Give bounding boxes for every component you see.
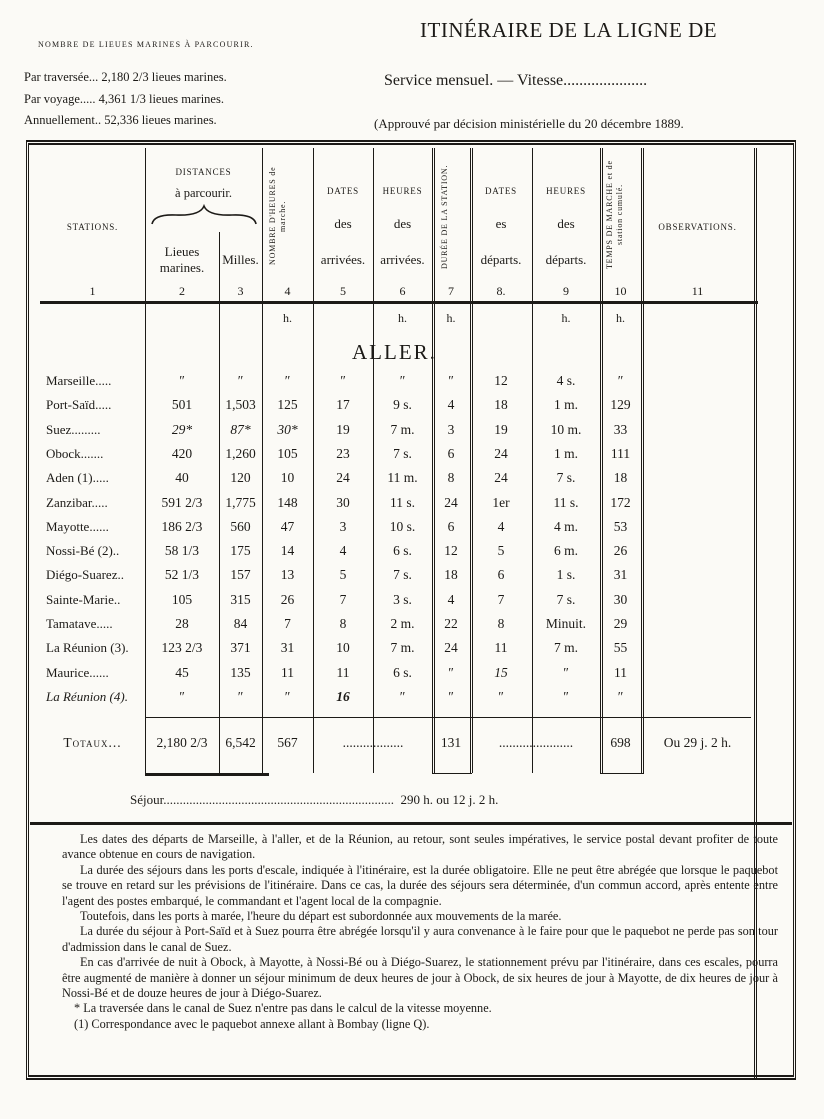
cell-heure-arr: 9 s. bbox=[393, 397, 412, 412]
notes-rule bbox=[30, 822, 792, 825]
cell-duree: 24 bbox=[444, 495, 458, 510]
summary-per-voyage: Par voyage..... 4,361 1/3 lieues marines. bbox=[24, 92, 224, 106]
col-number: 11 bbox=[691, 284, 704, 298]
station-name: Mayotte...... bbox=[46, 519, 109, 534]
note-paragraph: La durée des séjours dans les ports d'escale, indiquée à l'itinéraire, est la durée obligatoire. Elle ne peut être abrégée que lorsque le paquebot se trouve en retard sur les prévisions de l'itinéraire. Dans ce cas, la durée des séjours sera déterminée, d'un commun accord, après entente entre l'agent des postes embarqué, le commandant et l'agent local de la compagnie. bbox=[62, 862, 778, 908]
cell-milles: ″ bbox=[237, 373, 244, 388]
cell-date-dep: 8 bbox=[497, 616, 505, 631]
cell-date-dep: 6 bbox=[497, 567, 505, 582]
cell-heure-arr: 7 s. bbox=[393, 567, 412, 582]
totals-label: Totaux... bbox=[63, 735, 122, 750]
cell-heures: 30* bbox=[277, 422, 298, 437]
cell-heure-arr: 6 s. bbox=[393, 543, 412, 558]
cell-milles: 1,260 bbox=[225, 446, 256, 461]
cell-temps: 31 bbox=[613, 567, 628, 582]
cell-date-arr: 19 bbox=[336, 422, 350, 437]
cell-temps: 53 bbox=[613, 519, 628, 534]
col-number: 3 bbox=[237, 284, 244, 298]
notes-block bbox=[62, 832, 778, 1032]
cell-date-dep: 11 bbox=[494, 640, 508, 655]
header-heures-dep-3: départs. bbox=[545, 252, 587, 267]
cell-date-dep: 7 bbox=[497, 592, 505, 607]
cell-milles: 87* bbox=[230, 422, 251, 437]
cell-heure-dep: ″ bbox=[563, 665, 569, 680]
totals-rule bbox=[145, 717, 751, 718]
cell-heure-arr: 10 s. bbox=[389, 519, 416, 534]
cell-duree: 6 bbox=[447, 446, 455, 461]
note-paragraph: Toutefois, dans les ports à marée, l'heure du départ est subordonnée aux mouvements de la marée. bbox=[80, 909, 562, 924]
cell-heure-arr: 2 m. bbox=[390, 616, 415, 631]
cell-heure-dep: 1 s. bbox=[556, 567, 576, 582]
cell-date-arr: ″ bbox=[340, 373, 346, 388]
station-name: Zanzibar..... bbox=[46, 495, 108, 510]
header-stations: STATIONS. bbox=[66, 222, 119, 232]
cell-date-arr: 5 bbox=[339, 567, 347, 582]
approval-line: (Approuvé par décision ministérielle du 20 décembre 1889. bbox=[374, 116, 684, 131]
cell-heure-arr: 7 m. bbox=[390, 422, 415, 437]
totals-duree: 131 bbox=[440, 735, 462, 750]
station-name: Nossi-Bé (2).. bbox=[46, 543, 120, 558]
cell-date-dep: 24 bbox=[494, 470, 508, 485]
station-name: Tamatave..... bbox=[46, 616, 113, 631]
cell-milles: 560 bbox=[230, 519, 251, 534]
col-number: 7 bbox=[448, 284, 454, 298]
header-heures-arr-3: arrivées. bbox=[380, 252, 425, 267]
cell-temps: 111 bbox=[610, 446, 631, 461]
page-title: ITINÉRAIRE DE LA LIGNE DE bbox=[420, 18, 718, 42]
cell-date-arr: 4 bbox=[339, 543, 347, 558]
cell-date-arr: 23 bbox=[336, 446, 350, 461]
footnote-star: * La traversée dans le canal de Suez n'entre pas dans le calcul de la vitesse moyenne. bbox=[74, 1001, 492, 1016]
cell-lieues: 420 bbox=[171, 446, 193, 461]
cell-temps: ″ bbox=[617, 689, 624, 704]
cell-heures: 13 bbox=[280, 567, 295, 582]
cell-temps: 11 bbox=[614, 665, 627, 680]
cell-date-dep: 4 bbox=[497, 519, 505, 534]
cell-temps: 26 bbox=[613, 543, 628, 558]
section-title: ALLER. bbox=[352, 340, 437, 364]
station-name: Marseille..... bbox=[46, 373, 112, 388]
cell-temps: 129 bbox=[610, 397, 631, 412]
col-number: 1 bbox=[89, 284, 96, 298]
cell-lieues: 29* bbox=[171, 422, 193, 437]
cell-lieues: 45 bbox=[175, 665, 189, 680]
unit-label: h. bbox=[283, 311, 292, 325]
totals-milles: 6,542 bbox=[225, 735, 256, 750]
col-number: 6 bbox=[399, 284, 406, 298]
header-dates-dep-2: es bbox=[495, 216, 507, 231]
col-number: 4 bbox=[284, 284, 291, 298]
cell-heures: 31 bbox=[280, 640, 295, 655]
cell-lieues: 28 bbox=[175, 616, 189, 631]
cell-lieues: 501 bbox=[171, 397, 193, 412]
cell-heure-dep: 7 s. bbox=[556, 592, 576, 607]
cell-heures: 105 bbox=[277, 446, 298, 461]
cell-date-dep: 1er bbox=[492, 495, 510, 510]
totals-lieues: 2,180 2/3 bbox=[156, 735, 208, 750]
station-name: La Réunion (3). bbox=[46, 640, 129, 655]
totals-dots: .................. bbox=[342, 735, 404, 750]
col-number: 5 bbox=[340, 284, 346, 298]
station-name: Aden (1)..... bbox=[46, 470, 109, 485]
cell-milles: ″ bbox=[237, 689, 244, 704]
cell-date-arr: 17 bbox=[336, 397, 350, 412]
cell-duree: 8 bbox=[447, 470, 455, 485]
cell-milles: 1,503 bbox=[225, 397, 256, 412]
header-heures-arr-2: des bbox=[393, 216, 412, 231]
cell-duree: ″ bbox=[448, 373, 454, 388]
cell-date-dep: 18 bbox=[494, 397, 508, 412]
sejour-line: Séjour....................................................................... 290 h. ou 12 j. 2 h. bbox=[130, 792, 499, 807]
cell-heure-arr: ″ bbox=[399, 373, 406, 388]
station-name: Suez......... bbox=[46, 422, 101, 437]
station-name: Maurice...... bbox=[46, 665, 109, 680]
col-number: 2 bbox=[179, 284, 185, 298]
totals-observation: Ou 29 j. 2 h. bbox=[663, 735, 732, 750]
cell-milles: 84 bbox=[233, 616, 248, 631]
cell-heure-arr: 11 m. bbox=[387, 470, 418, 485]
cell-date-dep: ″ bbox=[498, 689, 504, 704]
cell-milles: 120 bbox=[230, 470, 251, 485]
header-observations: OBSERVATIONS. bbox=[658, 222, 737, 232]
totals-bottom-rule bbox=[145, 773, 269, 776]
col-number: 9 bbox=[563, 284, 569, 298]
header-duree: DURÉE DE LA STATION. bbox=[440, 164, 449, 270]
note-paragraph: La durée du séjour à Port-Saïd et à Suez pourra être abrégée lorsqu'il y aura convenance à le faire pour que le paquebot ne perde pas son tour d'admission dans le canal de Suez. bbox=[62, 924, 778, 954]
cell-duree: 4 bbox=[447, 397, 455, 412]
cell-date-arr: 10 bbox=[336, 640, 350, 655]
cell-heure-dep: 4 s. bbox=[556, 373, 576, 388]
cell-heures: 125 bbox=[277, 397, 298, 412]
cell-heure-dep: ″ bbox=[563, 689, 569, 704]
cell-date-arr: 11 bbox=[336, 665, 350, 680]
station-name: La Réunion (4). bbox=[46, 689, 128, 704]
header-nombre-heures: NOMBRE D'HEURES de marche. bbox=[268, 166, 287, 266]
totals-dots: ...................... bbox=[498, 735, 574, 750]
cell-lieues: 40 bbox=[175, 470, 189, 485]
station-name: Obock....... bbox=[46, 446, 104, 461]
cell-heures: 14 bbox=[280, 543, 295, 558]
cell-heure-dep: 1 m. bbox=[553, 446, 578, 461]
cell-date-dep: 12 bbox=[494, 373, 508, 388]
cell-heure-arr: ″ bbox=[399, 689, 406, 704]
cell-heure-dep: 1 m. bbox=[553, 397, 578, 412]
header-lieues: Lieues marines. bbox=[159, 244, 205, 275]
cell-temps: 172 bbox=[610, 495, 631, 510]
cell-heures: 10 bbox=[280, 470, 295, 485]
cell-heure-arr: 11 s. bbox=[389, 495, 415, 510]
cell-date-dep: 24 bbox=[494, 446, 508, 461]
cell-duree: 18 bbox=[444, 567, 458, 582]
header-rule bbox=[40, 301, 758, 304]
col-number: 8. bbox=[496, 284, 506, 298]
cell-lieues: 52 1/3 bbox=[164, 567, 200, 582]
unit-label: h. bbox=[561, 311, 571, 325]
cell-temps: ″ bbox=[617, 373, 624, 388]
header-dates-arr-3: arrivées. bbox=[320, 252, 366, 267]
cell-lieues: 105 bbox=[171, 592, 193, 607]
cell-date-dep: 19 bbox=[494, 422, 508, 437]
cell-milles: 371 bbox=[230, 640, 251, 655]
station-name: Port-Saïd..... bbox=[46, 397, 112, 412]
totals-temps: 698 bbox=[610, 735, 631, 750]
cell-date-dep: 15 bbox=[494, 665, 508, 680]
cell-lieues: 186 2/3 bbox=[161, 519, 203, 534]
cell-date-arr: 8 bbox=[339, 616, 347, 631]
header-distances: DISTANCES bbox=[175, 167, 232, 177]
note-paragraph: Les dates des départs de Marseille, à l'aller, et de la Réunion, au retour, sont seules impératives, le service postal devant profiter de toute avance obtenue en cours de navigation. bbox=[62, 832, 778, 862]
cell-date-arr: 16 bbox=[336, 689, 350, 704]
totals-bottom-rule bbox=[600, 773, 644, 774]
cell-duree: ″ bbox=[448, 689, 454, 704]
cell-lieues: ″ bbox=[179, 689, 185, 704]
unit-label: h. bbox=[616, 311, 625, 325]
header-dates-arr-2: des bbox=[334, 216, 352, 231]
cell-heure-dep: 7 m. bbox=[553, 640, 578, 655]
cell-heure-dep: Minuit. bbox=[545, 616, 587, 631]
cell-heure-dep: 11 s. bbox=[553, 495, 579, 510]
cell-milles: 135 bbox=[230, 665, 251, 680]
note-paragraph: En cas d'arrivée de nuit à Obock, à Mayotte, à Nossi-Bé ou à Diégo-Suarez, le stationnement prévu par l'itinéraire, dans ces escales, pourra être augmenté de manière à donner un séjour minimum de deux heures de jour à Obock, de six heures de jour à Mayotte, de dix heures de jour à Nossi-Bé et de douze heures de jour à Diégo-Suarez. bbox=[62, 955, 778, 1001]
cell-heure-arr: 7 s. bbox=[393, 446, 412, 461]
cell-lieues: 58 1/3 bbox=[164, 543, 200, 558]
header-milles: Milles. bbox=[222, 252, 259, 267]
cell-heure-arr: 3 s. bbox=[393, 592, 412, 607]
cell-date-arr: 30 bbox=[336, 495, 350, 510]
summary-per-crossing: Par traversée... 2,180 2/3 lieues marines. bbox=[24, 70, 227, 84]
cell-heures: 7 bbox=[284, 616, 291, 631]
service-line: Service mensuel. — Vitesse..................... bbox=[384, 72, 648, 89]
cell-duree: 12 bbox=[444, 543, 458, 558]
col-line bbox=[641, 148, 644, 773]
cell-heures: 148 bbox=[277, 495, 298, 510]
cell-milles: 157 bbox=[230, 567, 251, 582]
header-distances-sub: à parcourir. bbox=[175, 186, 232, 200]
cell-heures: 26 bbox=[280, 592, 295, 607]
cell-date-arr: 3 bbox=[339, 519, 347, 534]
station-name: Sainte-Marie.. bbox=[46, 592, 121, 607]
cell-heure-dep: 7 s. bbox=[556, 470, 576, 485]
cell-duree: 3 bbox=[447, 422, 455, 437]
cell-heure-arr: 6 s. bbox=[393, 665, 412, 680]
cell-milles: 315 bbox=[230, 592, 251, 607]
distance-heading: NOMBRE DE LIEUES MARINES À PARCOURIR. bbox=[38, 40, 254, 49]
cell-lieues: ″ bbox=[179, 373, 185, 388]
col-number: 10 bbox=[614, 284, 627, 298]
cell-temps: 33 bbox=[613, 422, 628, 437]
header-dates-dep-3: départs. bbox=[480, 252, 522, 267]
header-dates-arr: DATES bbox=[326, 186, 359, 196]
header-heures-dep-2: des bbox=[557, 216, 575, 231]
cell-temps: 55 bbox=[613, 640, 628, 655]
cell-milles: 175 bbox=[230, 543, 251, 558]
cell-heure-arr: 7 m. bbox=[390, 640, 415, 655]
cell-milles: 1,775 bbox=[225, 495, 256, 510]
cell-heures: 47 bbox=[280, 519, 295, 534]
cell-heure-dep: 4 m. bbox=[553, 519, 578, 534]
station-name: Diégo-Suarez.. bbox=[46, 567, 124, 582]
header-dates-dep: DATES bbox=[484, 186, 517, 196]
header-heures-arr: HEURES bbox=[382, 186, 423, 196]
cell-duree: 22 bbox=[444, 616, 458, 631]
cell-date-arr: 24 bbox=[336, 470, 350, 485]
header-temps: TEMPS DE MARCHE et de station cumulé. bbox=[605, 160, 624, 270]
cell-duree: 24 bbox=[444, 640, 458, 655]
cell-heure-dep: 10 m. bbox=[550, 422, 582, 437]
cell-date-arr: 7 bbox=[339, 592, 347, 607]
cell-heures: ″ bbox=[284, 689, 291, 704]
cell-temps: 18 bbox=[613, 470, 628, 485]
unit-label: h. bbox=[446, 311, 456, 325]
footnote-1: (1) Correspondance avec le paquebot annexe allant à Bombay (ligne Q). bbox=[74, 1016, 430, 1031]
cell-duree: ″ bbox=[448, 665, 454, 680]
cell-temps: 30 bbox=[613, 592, 628, 607]
brace-mark bbox=[150, 204, 258, 228]
cell-date-dep: 5 bbox=[497, 543, 505, 558]
unit-label: h. bbox=[398, 311, 407, 325]
cell-lieues: 123 2/3 bbox=[161, 640, 203, 655]
cell-heures: 11 bbox=[281, 665, 294, 680]
cell-heure-dep: 6 m. bbox=[553, 543, 578, 558]
header-heures-dep: HEURES bbox=[546, 186, 586, 196]
totals-bottom-rule bbox=[432, 773, 472, 774]
summary-annual: Annuellement.. 52,336 lieues marines. bbox=[24, 113, 217, 127]
cell-duree: 6 bbox=[447, 519, 455, 534]
totals-heures: 567 bbox=[277, 735, 298, 750]
cell-temps: 29 bbox=[613, 616, 628, 631]
cell-duree: 4 bbox=[447, 592, 455, 607]
cell-lieues: 591 2/3 bbox=[161, 495, 203, 510]
cell-heures: ″ bbox=[284, 373, 291, 388]
